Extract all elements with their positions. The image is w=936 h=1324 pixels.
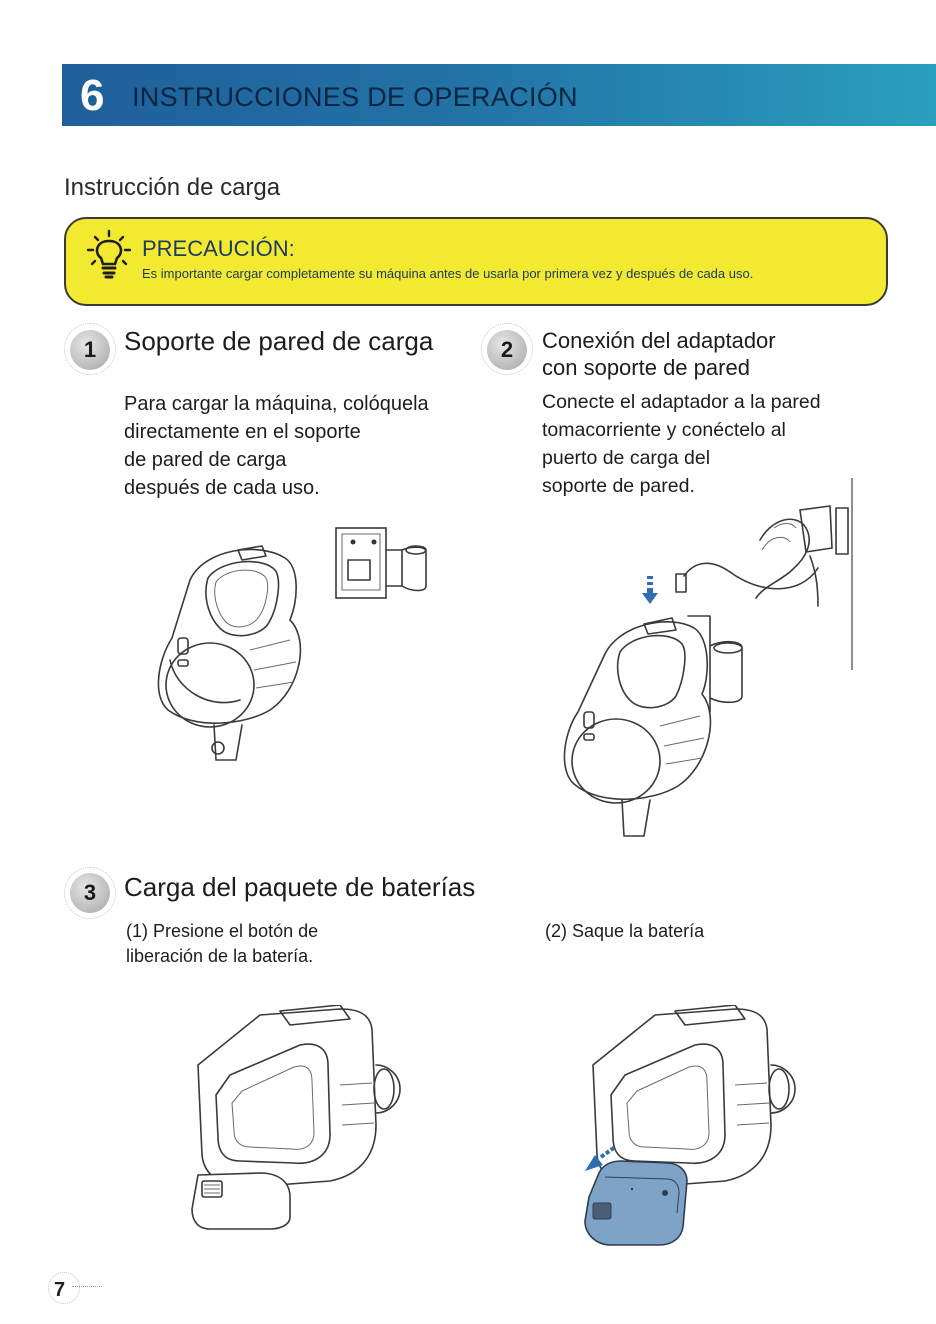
- battery-icon: [585, 1161, 687, 1245]
- step-1-line: después de cada uso.: [124, 477, 320, 499]
- lightbulb-icon: [86, 228, 132, 284]
- step-1-line: directamente en el soporte: [124, 421, 361, 443]
- step-1-text: [124, 390, 429, 502]
- step-3-sub2: (2) Saque la batería: [545, 921, 705, 941]
- step-1-line: de pared de carga: [124, 449, 287, 471]
- adapter-wall-mount-illustration: [560, 476, 860, 846]
- page-number: 7: [54, 1279, 66, 1301]
- step-2-line: tomacorriente y conéctelo al: [542, 419, 786, 441]
- subheading: Instrucción de carga: [64, 174, 281, 201]
- step-1-line: Para cargar la máquina, colóquela: [124, 393, 429, 415]
- step-2-title-line: con soporte de pared: [542, 355, 750, 380]
- caution-text: Es importante cargar completamente su máquina antes de usarla por primera vez y después de cada uso.: [142, 266, 754, 281]
- caution-title: PRECAUCIÓN:: [142, 236, 295, 261]
- vacuum-handheld-illustration: [150, 520, 450, 780]
- step-2-line: puerto de carga del: [542, 447, 711, 469]
- step-1-badge: 1: [70, 330, 110, 370]
- step-2-badge: 2: [487, 330, 527, 370]
- step-2-title-line: Conexión del adaptador: [542, 328, 776, 353]
- step-3-sub1: [126, 919, 318, 969]
- step-3-title: Carga del paquete de baterías: [124, 872, 476, 902]
- step-2-line: soporte de pared.: [542, 475, 695, 497]
- page-number-dots: [72, 1286, 102, 1287]
- section-title: INSTRUCCIONES DE OPERACIÓN: [132, 82, 578, 112]
- battery-release-illustration: [190, 1005, 410, 1230]
- section-number: 6: [80, 71, 105, 120]
- step-2-title: [542, 327, 776, 381]
- step-3-sub1-line: (1) Presione el botón de: [126, 921, 319, 941]
- step-3-sub1-line: liberación de la batería.: [126, 946, 314, 966]
- arrow-down-icon: [642, 576, 658, 604]
- step-2-line: Conecte el adaptador a la pared: [542, 391, 821, 413]
- battery-removal-illustration: [575, 1005, 825, 1260]
- step-3-badge: 3: [70, 873, 110, 913]
- wall-bracket-icon: [336, 528, 426, 598]
- step-1-title: Soporte de pared de carga: [124, 326, 434, 356]
